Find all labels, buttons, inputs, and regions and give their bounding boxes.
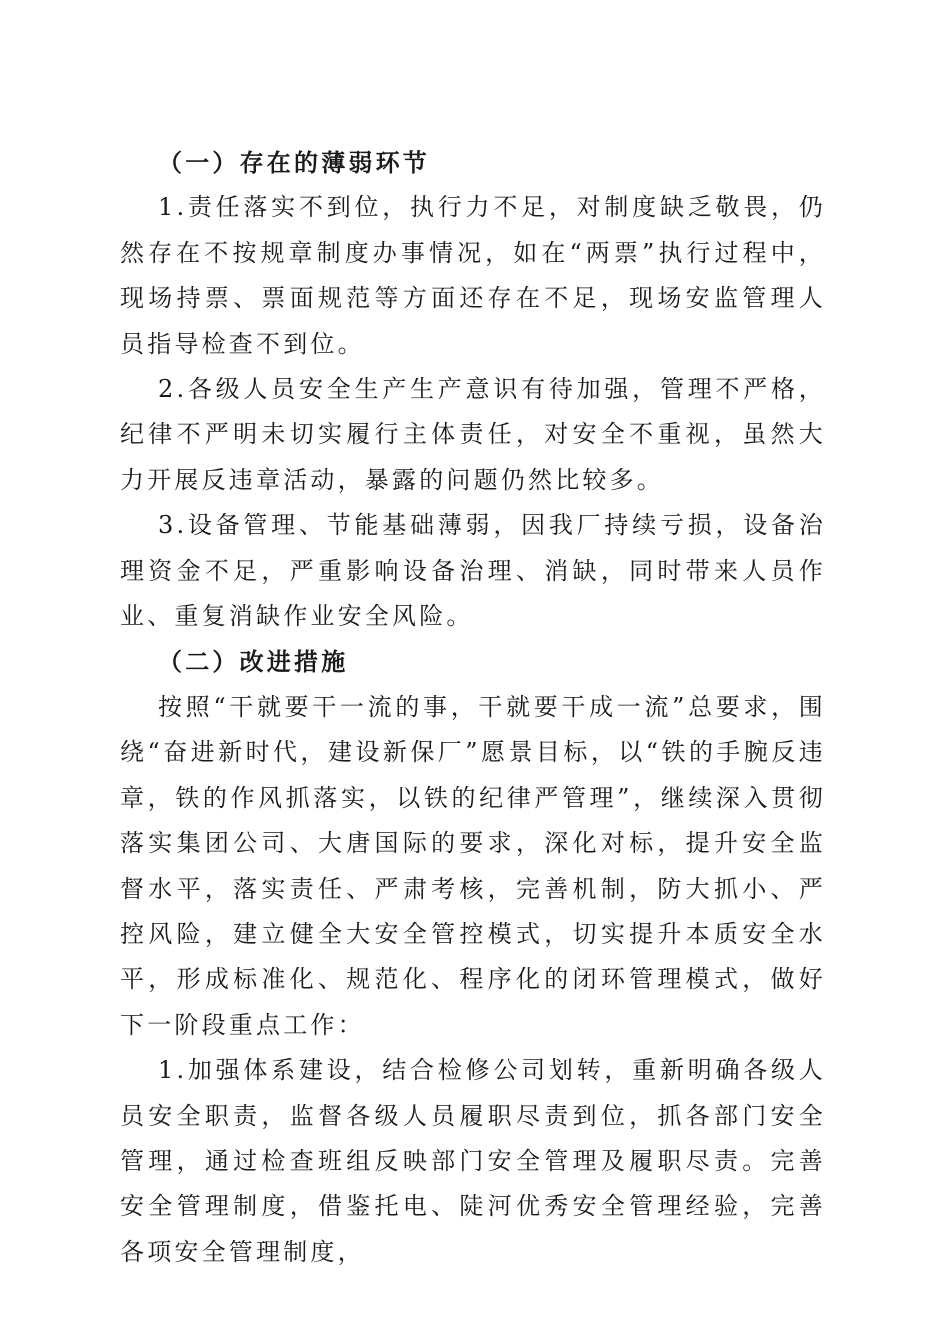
paragraph: 按照“干就要干一流的事，干就要干成一流”总要求，围绕“奋进新时代，建设新保厂”愿景目标，以“铁的手腕反违章，铁的作风抓落实，以铁的纪律严管理”，继续深入贯彻落实集团公司、大唐国际的要求，深化对标，提升安全监督水平，落实责任、严肃考核，完善机制，防大抓小、严控风险，建立健全大安全管控模式，切实提升本质安全水平，形成标准化、规范化、程序化的闭环管理模式，做好下一阶段重点工作： — [120, 692, 826, 1039]
paragraph: 3.设备管理、节能基础薄弱，因我厂持续亏损，设备治理资金不足，严重影响设备治理、消缺，同时带来人员作业、重复消缺作业安全风险。 — [120, 511, 826, 631]
paragraph: 2.各级人员安全生产生产意识有待加强，管理不严格，纪律不严明未切实履行主体责任，对安全不重视，虽然大力开展反违章活动，暴露的问题仍然比较多。 — [120, 375, 826, 494]
document-body — [120, 140, 826, 1275]
section-heading-improvements: （二）改进措施 — [158, 647, 349, 677]
paragraph: 1.责任落实不到位，执行力不足，对制度缺乏敬畏，仍然存在不按规章制度办事情况，如在“两票”执行过程中，现场持票、票面规范等方面还存在不足，现场安监管理人员指导检查不到位。 — [120, 193, 826, 358]
section-heading-weak-links: （一）存在的薄弱环节 — [158, 148, 430, 177]
paragraph: 1.加强体系建设，结合检修公司划转，重新明确各级人员安全职责，监督各级人员履职尽责到位，抓各部门安全管理，通过检查班组反映部门安全管理及履职尽责。完善安全管理制度，借鉴托电、陡河优秀安全管理经验，完善各项安全管理制度， — [120, 1056, 826, 1266]
